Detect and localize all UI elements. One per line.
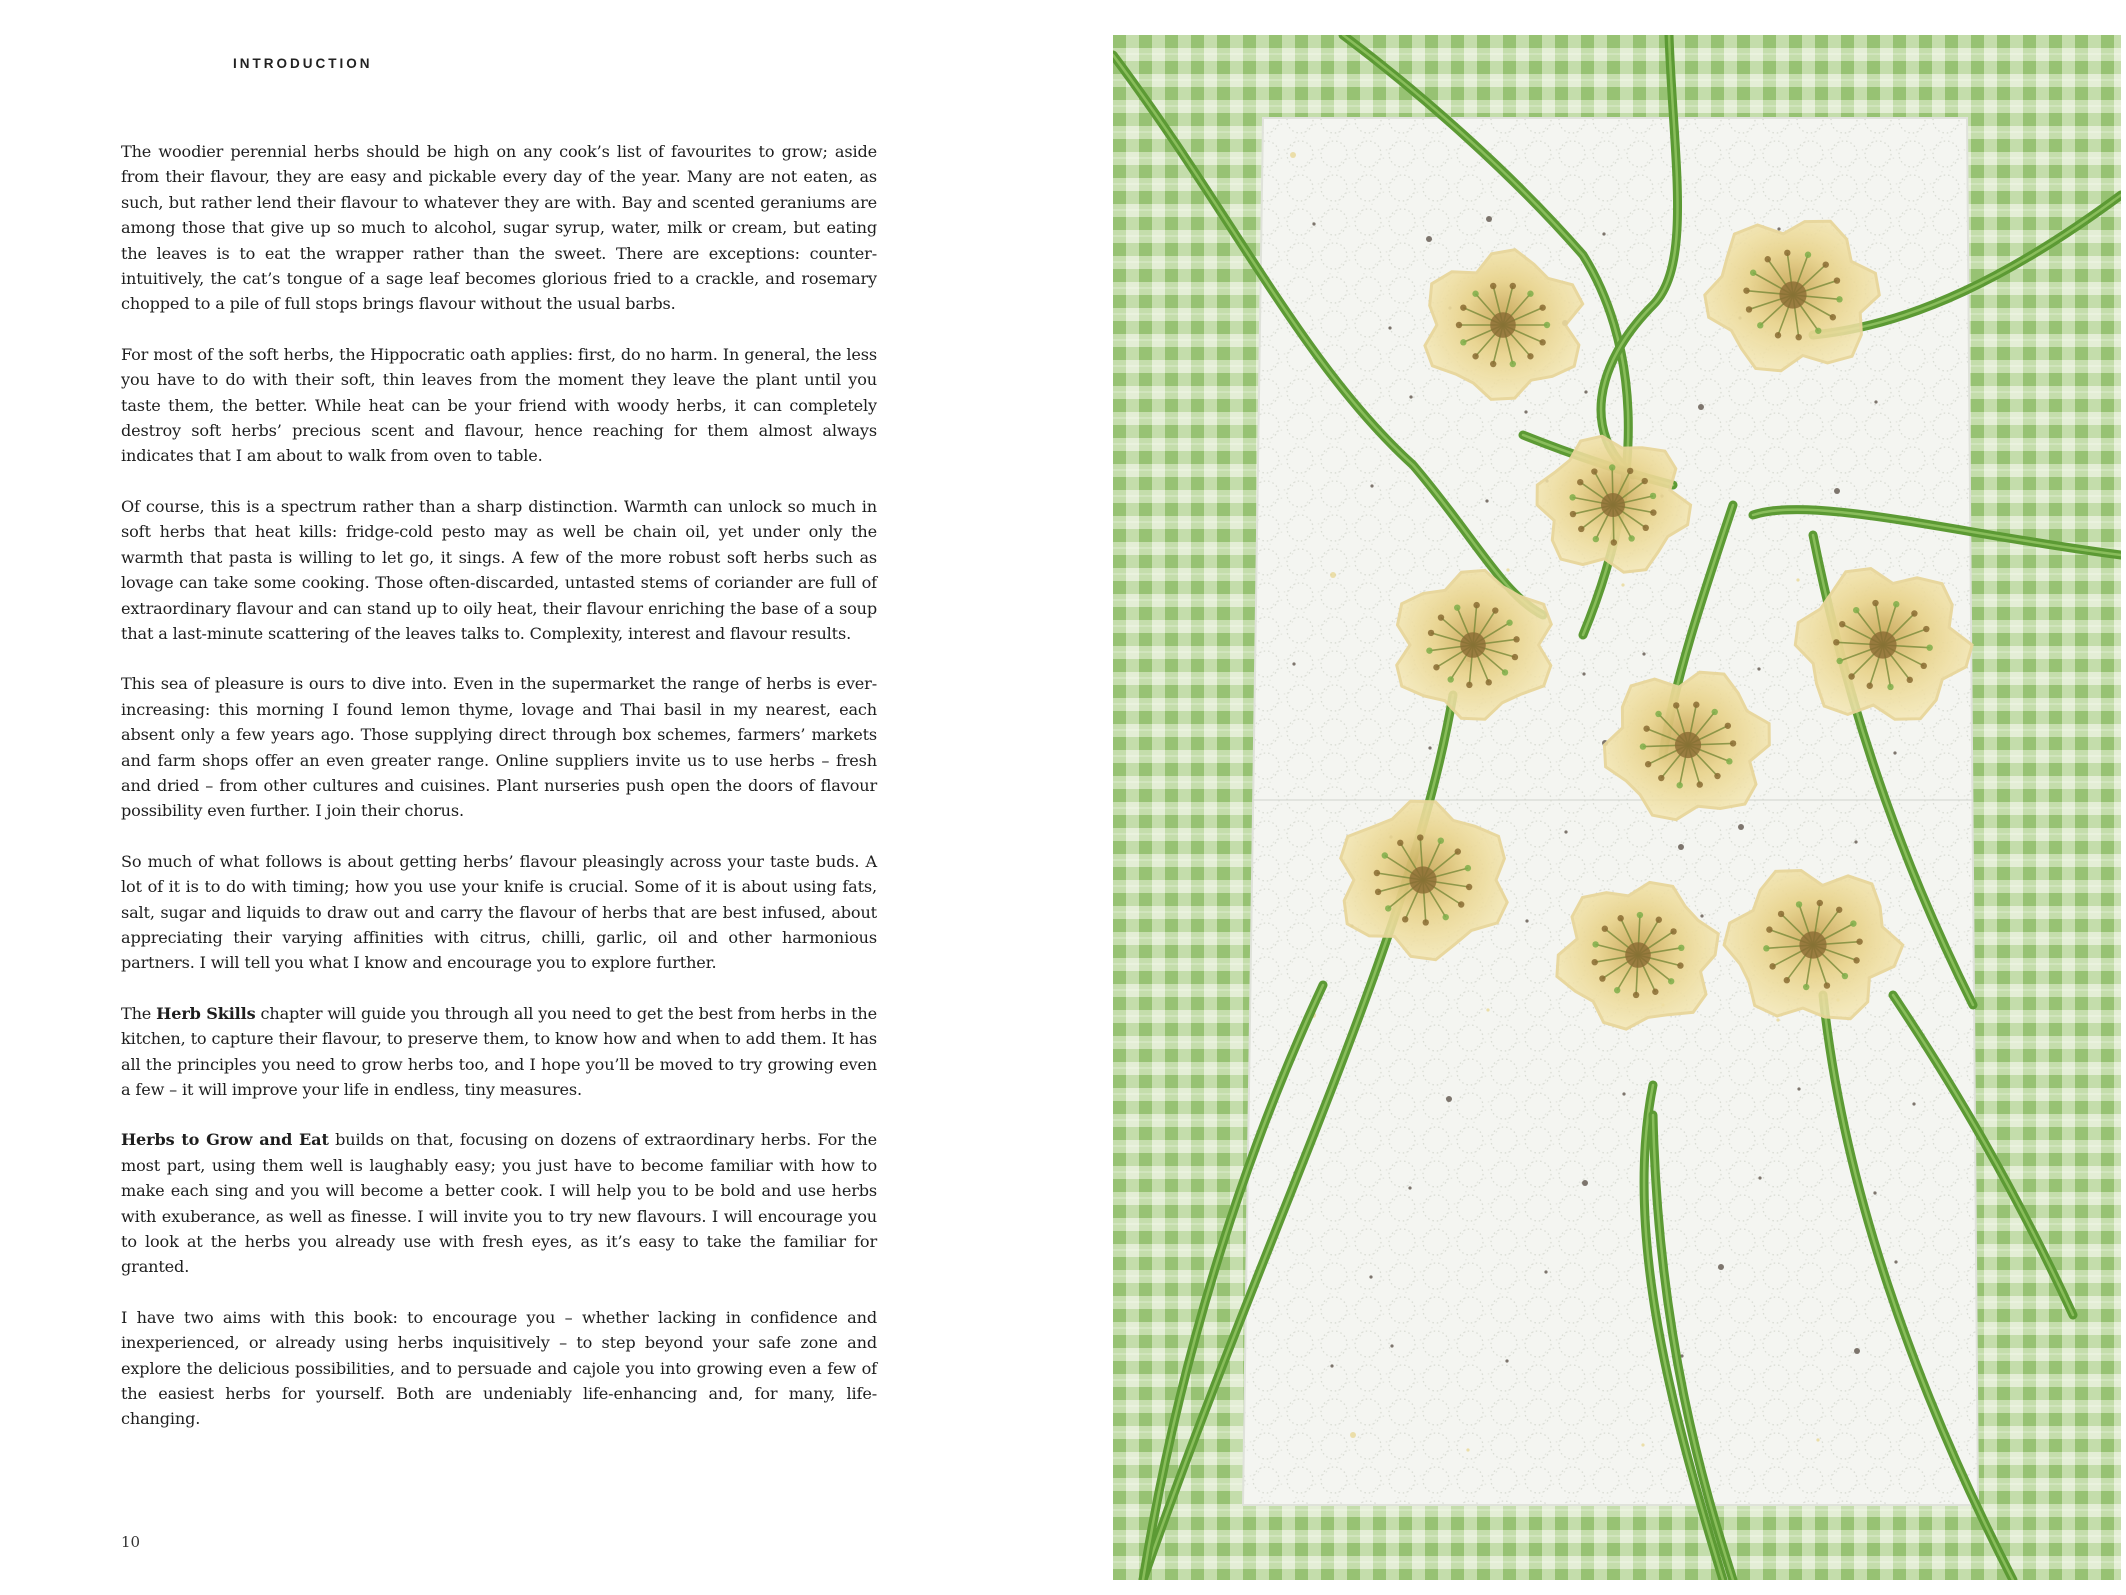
text-run: This sea of pleasure is ours to dive into. Even in the supermarket the range of herbs is ever-increasing: this morning I found lemon thyme, lovage and Thai basil in my nearest, each absent only a few years ago. Those supplying direct through box schemes, farmers’ markets and farm shops offer an even greater range. Online suppliers invite us to use herbs – fresh and dried – from other cultures and cuisines. Plant nurseries push open the doors of flavour possibility even further. I join their chorus. (121, 674, 877, 821)
text-run: I have two aims with this book: to encourage you – whether lacking in confidence and inexperienced, or already using herbs inquisitively – to step beyond your safe zone and explore the delicious possibilities, and to persuade and cajole you into growing even a few of the easiest herbs for yourself. Both are undeniably life-enhancing and, for many, life-changing. (121, 1307, 877, 1429)
page-number: 10 (121, 1533, 141, 1551)
text-run: chapter will guide you through all you need to get the best from herbs in the kitchen, to capture their flavour, to preserve them, to know how and when to add them. It has all the principles you need to grow herbs too, and I hope you’ll be moved to try growing even a few – it will improve your life in endless, tiny measures. (121, 1003, 878, 1099)
running-head: INTRODUCTION (233, 56, 373, 71)
body-paragraph (121, 139, 877, 317)
body-text (121, 139, 877, 1457)
body-paragraph (121, 342, 877, 469)
text-run: For most of the soft herbs, the Hippocratic oath applies: first, do no harm. In general, the less you have to do with their soft, thin leaves from the moment they leave the plant until you taste them, the better. While heat can be your friend with woody herbs, it can completely destroy soft herbs’ precious scent and flavour, hence reaching for them almost always indicates that I am about to walk from oven to table. (121, 344, 877, 466)
food-photograph (1113, 35, 2121, 1580)
text-run: The (121, 1003, 157, 1023)
body-paragraph (121, 494, 877, 646)
body-paragraph (121, 671, 877, 823)
bold-phrase: Herbs to Grow and Eat (121, 1130, 329, 1150)
body-paragraph (121, 1127, 877, 1279)
body-paragraph (121, 1305, 877, 1432)
body-paragraph (121, 849, 877, 976)
text-run: Of course, this is a spectrum rather than a sharp distinction. Warmth can unlock so much in soft herbs that heat kills: fridge-cold pesto may as well be chain oil, yet under only the warmth that pasta is willing to let go, it sings. A few of the more robust soft herbs such as lovage can take some cooking. Those often-discarded, untasted stems of coriander are full of extraordinary flavour and can stand up to oily heat, their flavour enriching the base of a soup that a last-minute scattering of the leaves talks to. Complexity, interest and flavour results. (121, 496, 877, 643)
text-run: builds on that, focusing on dozens of extraordinary herbs. For the most part, using them well is laughably easy; you just have to become familiar with how to make each sing and you will become a better cook. I will help you to be bold and use herbs with exuberance, as well as finesse. I will invite you to try new flavours. I will encourage you to look at the herbs you already use with fresh eyes, as it’s easy to take the familiar for granted. (121, 1130, 877, 1277)
bold-phrase: Herb Skills (156, 1003, 256, 1023)
body-paragraph (121, 1001, 877, 1103)
text-run: So much of what follows is about getting herbs’ flavour pleasingly across your taste buds. A lot of it is to do with timing; how you use your knife is crucial. Some of it is about using fats, salt, sugar and liquids to draw out and carry the flavour of herbs that are best infused, about appreciating their varying affinities with citrus, chilli, garlic, oil and other harmonious partners. I will tell you what I know and encourage you to explore further. (121, 851, 877, 973)
text-run: The woodier perennial herbs should be high on any cook’s list of favourites to grow; aside from their flavour, they are easy and pickable every day of the year. Many are not eaten, as such, but rather lend their flavour to whatever they are with. Bay and scented geraniums are among those that give up so much to alcohol, sugar syrup, water, milk or cream, but eating the leaves is to eat the wrapper rather than the sweet. There are exceptions: counter-intuitively, the cat’s tongue of a sage leaf becomes glorious fried to a crackle, and rosemary chopped to a pile of full stops brings flavour without the usual barbs. (121, 142, 877, 314)
